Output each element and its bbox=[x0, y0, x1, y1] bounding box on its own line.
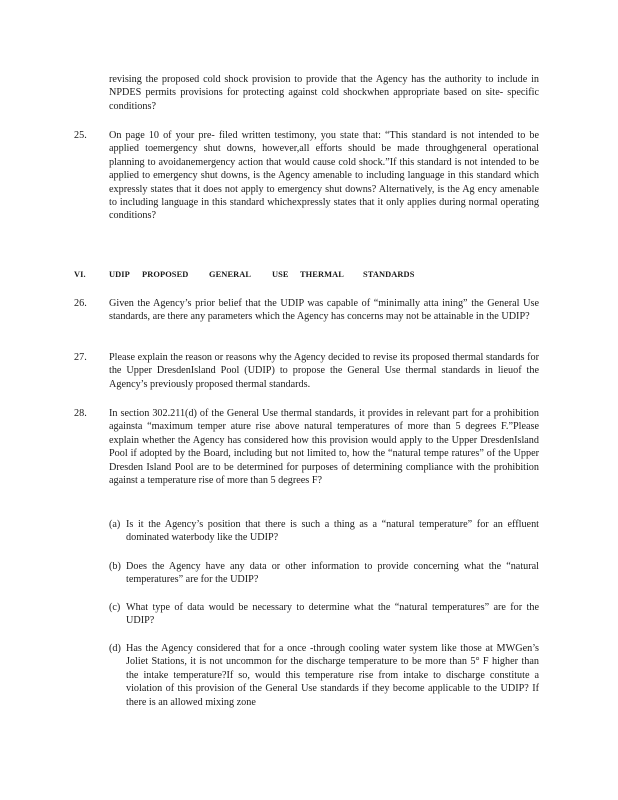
section-heading-word: GENERAL bbox=[209, 270, 252, 279]
subitem-label: (b) bbox=[109, 561, 121, 572]
subitem-text: Is it the Agency’s position that there is such a thing as a “natural temperature” for an effluent dominated waterbody like the UDIP? bbox=[126, 519, 539, 544]
section-heading-word: UDIP bbox=[109, 270, 130, 279]
subitem-label: (d) bbox=[109, 643, 121, 654]
question-27-text: Please explain the reason or reasons why the Agency decided to revise its proposed thermal standards for the Upper DresdenIsland Pool (UDIP) to propose the General Use thermal standards in lieuof the Agency’s previously proposed thermal standards. bbox=[109, 352, 539, 390]
question-27-number: 27. bbox=[74, 352, 87, 363]
question-26-number: 26. bbox=[74, 298, 87, 309]
subitem-text: What type of data would be necessary to determine what the “natural temperatures” are for the UDIP? bbox=[126, 602, 539, 627]
subitem-text: Has the Agency considered that for a once -through cooling water system like those at MWGen’s Joliet Stations, it is not uncommon for the discharge temperature to be more than 5° F higher than the intake temperature?If so, would this temperature rise from intake to discharge constitute a violation of this provision of the General Use standards if they become applicable to the UDIP? If there is an allowed mixing zone bbox=[126, 643, 539, 708]
question-28-text: In section 302.211(d) of the General Use thermal standards, it provides in relevant part for a prohibition againsta “maximum temper ature rise above natural temperatures of more than 5 degrees F.”Please explain whether the Agency has considered how this provision would apply to the Upper DresdenIsland Pool if adopted by the Board, including but not limited to, how the “natural tempe ratures” of the Upper Dresden Island Pool are to be determined for purposes of determining compliance with the prohibition against a temperature rise of more than 5 degrees F? bbox=[109, 408, 539, 487]
section-heading-word: STANDARDS bbox=[363, 270, 415, 279]
section-roman-numeral: VI. bbox=[74, 270, 86, 279]
question-25-number: 25. bbox=[74, 130, 87, 141]
question-26-text: Given the Agency’s prior belief that the UDIP was capable of “minimally atta ining” the General Use standards, are there any parameters which the Agency has concerns may not be attainable in the UDIP? bbox=[109, 298, 539, 323]
section-heading-word: USE bbox=[272, 270, 289, 279]
subitem-label: (c) bbox=[109, 602, 121, 613]
subitem-text: Does the Agency have any data or other information to provide concerning what the “natural temperatures” are for the UDIP? bbox=[126, 561, 539, 586]
question-28-number: 28. bbox=[74, 408, 87, 419]
section-heading-word: PROPOSED bbox=[142, 270, 189, 279]
question-25-text: On page 10 of your pre- filed written testimony, you state that: “This standard is not intended to be applied toemergency shut downs, however,all efforts should be made throughgeneral operational planning to avoidanemergency action that would cause cold shock.”If this standard is not intended to be applied to emergency shut downs, is the Agency amenable to including language in this standard which expressly states that it does not apply to emergency shut downs? Alternatively, is the Ag ency amenable to including language in this standard whichexpressly states that it only applies during normal operating conditions? bbox=[109, 130, 539, 222]
section-heading-word: THERMAL bbox=[300, 270, 344, 279]
continuation-paragraph: revising the proposed cold shock provision to provide that the Agency has the authority to include in NPDES permits provisions for protecting against cold shockwhen appropriate based on site- specific conditions? bbox=[109, 74, 539, 112]
subitem-label: (a) bbox=[109, 519, 121, 530]
